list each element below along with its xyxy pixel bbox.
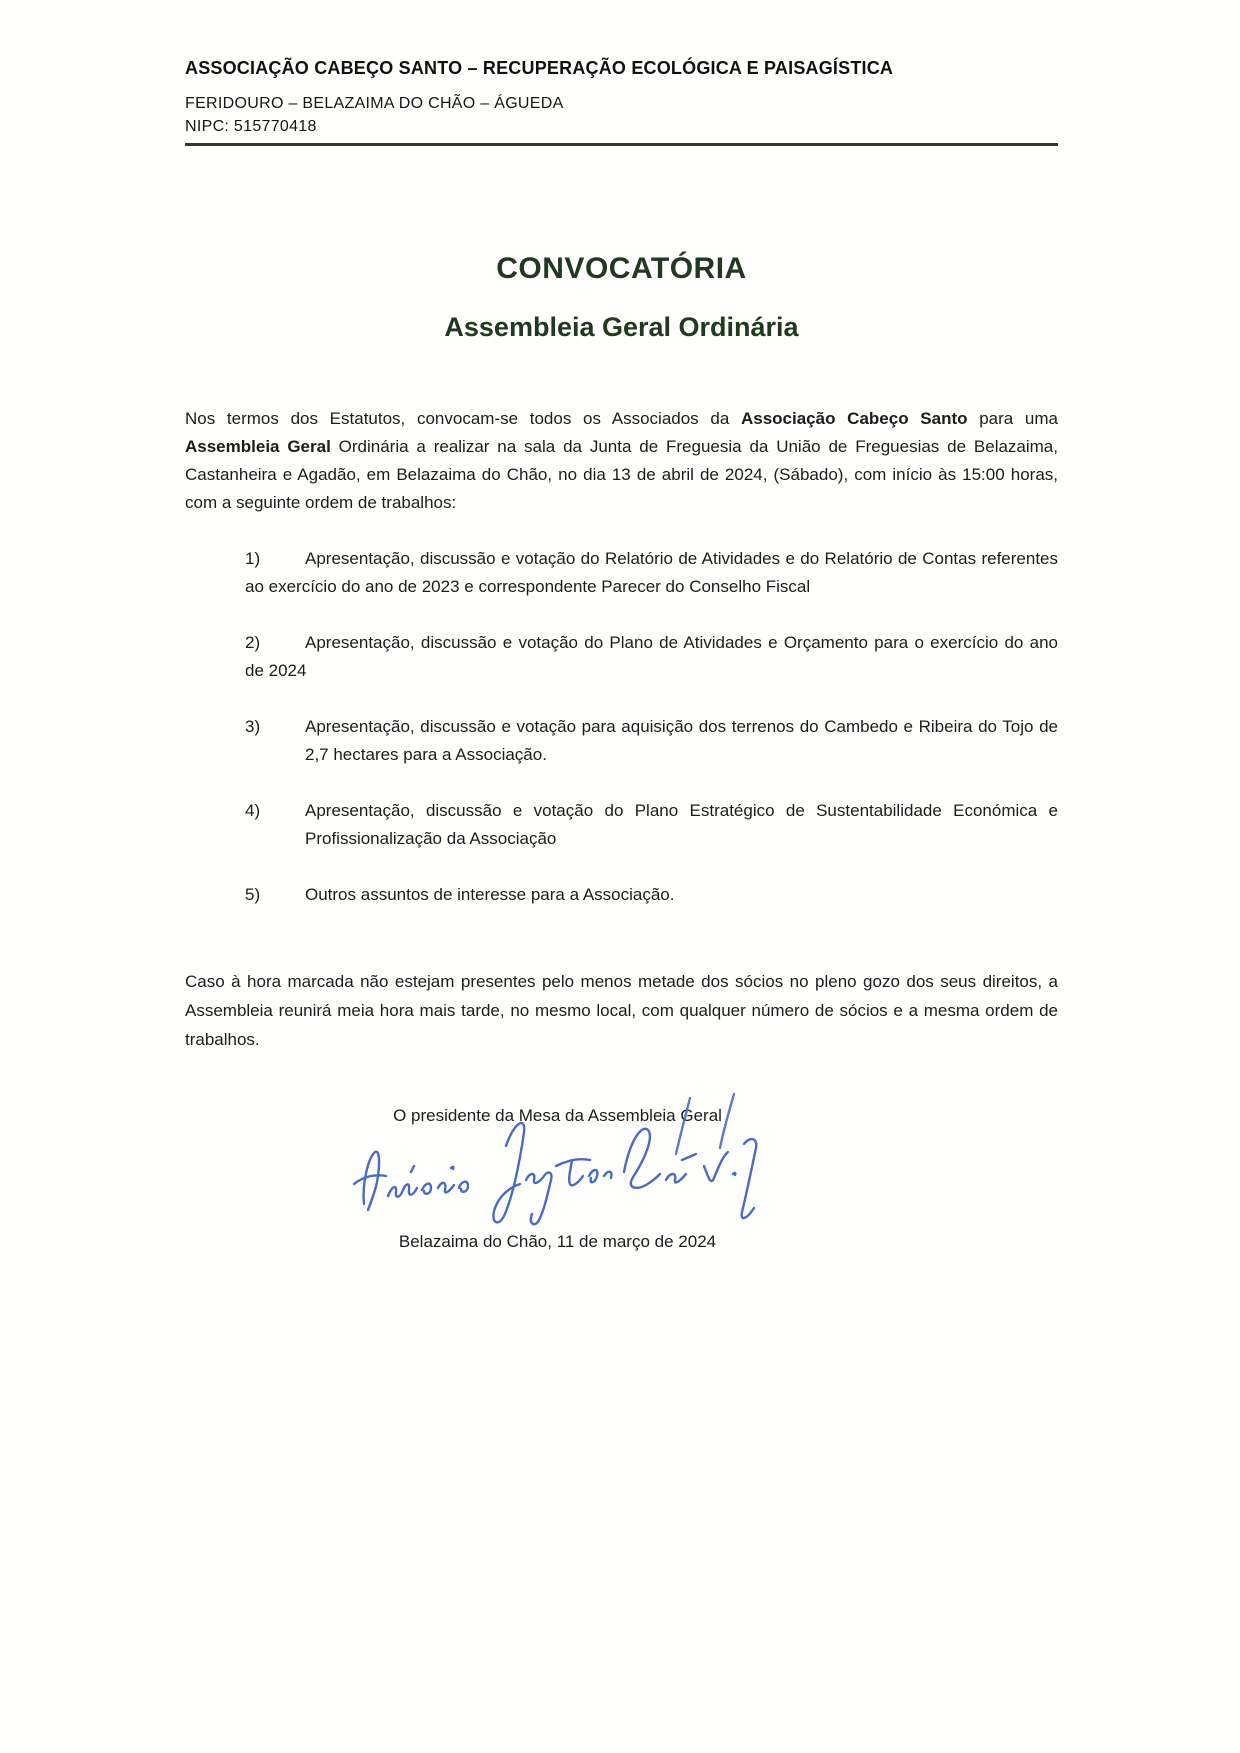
agenda-item-number: 2)	[245, 633, 261, 652]
agenda-item-5	[245, 881, 1058, 909]
letterhead	[185, 0, 1058, 146]
intro-segment: Ordinária a realizar na sala da Junta de Freguesia da União de Freguesias de Belazaima, Castanheira e Agadão, em Belazaima do Chão, no dia 13 de abril de 2024, (Sábado), com início às 15:00 horas, com a seguinte ordem de trabalhos:	[185, 437, 1058, 512]
intro-paragraph	[185, 405, 1058, 517]
intro-segment-bold: Associação Cabeço Santo	[740, 409, 968, 428]
letterhead-divider	[185, 143, 1058, 146]
organization-address: FERIDOURO – BELAZAIMA DO CHÃO – ÁGUEDA	[185, 95, 564, 112]
document-content	[185, 0, 1058, 1252]
organization-nipc: NIPC: 515770418	[185, 118, 317, 135]
agenda-list	[245, 545, 1058, 909]
signer-role-line: O presidente da Mesa da Assembleia Geral	[393, 1106, 722, 1125]
intro-segment-bold: Assembleia Geral	[185, 437, 331, 456]
agenda-item-number: 3)	[245, 717, 261, 736]
agenda-item-number: 4)	[245, 801, 261, 820]
agenda-item-2	[245, 629, 1058, 685]
agenda-item-3	[245, 713, 1058, 769]
intro-segment: Nos termos dos Estatutos, convocam-se todos os Associados da	[185, 409, 741, 428]
agenda-item-text: Apresentação, discussão e votação do Relatório de Atividades e do Relatório de Contas referentes ao exercício do ano de 2023 e correspondente Parecer do Conselho Fiscal	[245, 549, 1058, 596]
agenda-item-text: Outros assuntos de interesse para a Associação.	[305, 885, 675, 904]
agenda-item-text: Apresentação, discussão e votação para aquisição dos terrenos do Cambedo e Ribeira do Tojo de 2,7 hectares para a Associação.	[305, 717, 1058, 764]
agenda-item-1	[245, 545, 1058, 601]
quorum-paragraph: Caso à hora marcada não estejam presentes pelo menos metade dos sócios no pleno gozo dos seus direitos, a Assembleia reunirá meia hora mais tarde, no mesmo local, com qualquer número de sócios e a mesma ordem de trabalhos.	[185, 972, 1058, 1049]
agenda-item-number: 5)	[245, 885, 261, 904]
agenda-item-text: Apresentação, discussão e votação do Plano de Atividades e Orçamento para o exercício do ano de 2024	[245, 633, 1058, 680]
agenda-item-4	[245, 797, 1058, 853]
signature-block	[121, 1106, 994, 1252]
place-and-date-line: Belazaima do Chão, 11 de março de 2024	[398, 1232, 717, 1251]
page-subtitle: Assembleia Geral Ordinária	[444, 312, 799, 342]
agenda-item-text: Apresentação, discussão e votação do Plano Estratégico de Sustentabilidade Económica e Profissionalização da Associação	[305, 801, 1058, 848]
intro-segment: para uma	[967, 409, 1058, 428]
agenda-item-number: 1)	[245, 549, 261, 568]
page-title: CONVOCATÓRIA	[496, 252, 747, 285]
organization-name: ASSOCIAÇÃO CABEÇO SANTO – RECUPERAÇÃO ECOLÓGICA E PAISAGÍSTICA	[185, 58, 894, 78]
